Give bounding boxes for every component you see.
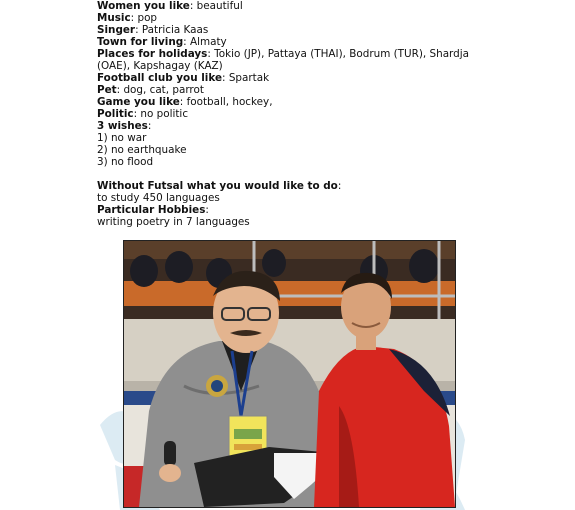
places-label: Places for holidays	[97, 48, 208, 60]
town-value: Almaty	[189, 36, 227, 48]
music-label: Music	[97, 12, 131, 24]
spacer	[97, 168, 497, 180]
music-row: Music: pop	[97, 12, 158, 24]
town-label: Town for living	[97, 36, 184, 48]
hobbies-row: Particular Hobbies:	[97, 204, 209, 216]
women-value: beautiful	[196, 0, 243, 12]
hobbies-value: writing poetry in 7 languages	[97, 216, 250, 228]
wishes-label: 3 wishes	[97, 120, 148, 132]
club-value: Spartak	[228, 72, 270, 84]
singer-value: Patricia Kaas	[141, 24, 209, 36]
game-value: football, hockey,	[186, 96, 273, 108]
photo-illustration	[124, 241, 455, 507]
wish-item: 3) no flood	[97, 156, 154, 168]
women-row: Women you like: beautiful	[97, 0, 243, 12]
pet-value: dog, cat, parrot	[123, 84, 204, 96]
without-futsal-row: Without Futsal what you would like to do:	[97, 180, 342, 192]
music-value: pop	[137, 12, 158, 24]
singer-label: Singer	[97, 24, 136, 36]
without-futsal-value: to study 450 languages	[97, 192, 220, 204]
politic-row: Politic: no politic	[97, 108, 189, 120]
game-label: Game you like	[97, 96, 180, 108]
women-label: Women you like	[97, 0, 190, 12]
profile-questionnaire	[97, 0, 497, 228]
pet-label: Pet	[97, 84, 117, 96]
politic-value: no politic	[140, 108, 189, 120]
player-photo	[123, 240, 456, 508]
club-row: Football club you like: Spartak	[97, 72, 270, 84]
places-row: Places for holidays: Tokio (JP), Pattaya (THAI), Bodrum (TUR), Shardja (OAE), Kapshagay (KAZ)	[97, 48, 473, 72]
wish-item: 2) no earthquake	[97, 144, 187, 156]
wish-item: 1) no war	[97, 132, 147, 144]
hobbies-label: Particular Hobbies	[97, 204, 206, 216]
pet-row: Pet: dog, cat, parrot	[97, 84, 204, 96]
game-row: Game you like: football, hockey,	[97, 96, 273, 108]
singer-row: Singer: Patricia Kaas	[97, 24, 209, 36]
wishes-row: 3 wishes:	[97, 120, 152, 132]
politic-label: Politic	[97, 108, 134, 120]
club-label: Football club you like	[97, 72, 223, 84]
without-futsal-label: Without Futsal what you would like to do	[97, 180, 338, 192]
town-row: Town for living: Almaty	[97, 36, 227, 48]
places-value: Tokio (JP), Pattaya (THAI), Bodrum (TUR), Shardja (OAE), Kapshagay (KAZ)	[97, 48, 473, 72]
